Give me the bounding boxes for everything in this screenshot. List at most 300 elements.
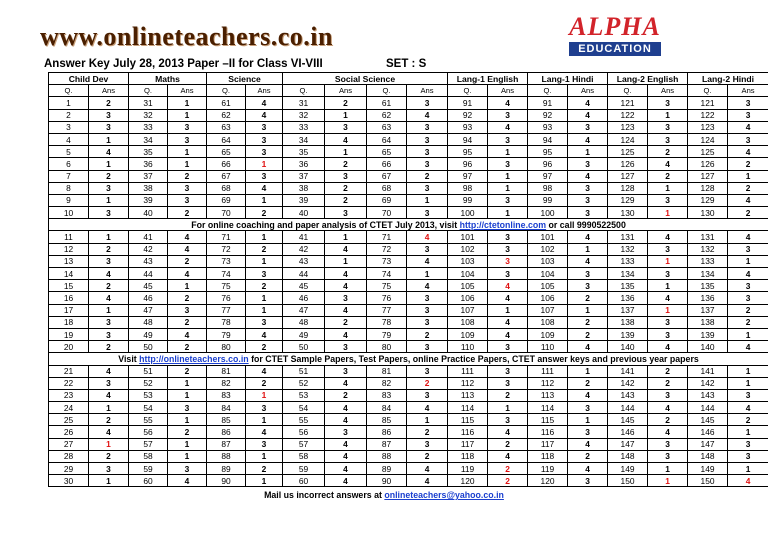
answer-cell: 4: [488, 280, 528, 292]
answer-cell: 4: [488, 450, 528, 462]
answer-cell: 3: [89, 377, 129, 389]
answer-cell: 3: [89, 463, 129, 475]
answer-cell: 2: [168, 292, 207, 304]
answer-cell: 4: [168, 268, 207, 280]
question-cell: 97: [528, 170, 568, 182]
answer-cell: 4: [89, 389, 129, 401]
question-cell: 53: [283, 389, 325, 401]
answer-cell: 1: [488, 402, 528, 414]
answer-cell: 3: [325, 426, 367, 438]
question-cell: 24: [49, 402, 89, 414]
question-cell: 99: [448, 194, 488, 206]
answer-cell: 1: [568, 414, 608, 426]
q-column-header: Q.: [608, 85, 648, 97]
logo-alpha-text: ALPHA: [569, 12, 661, 41]
question-cell: 124: [688, 133, 728, 145]
answer-cell: 3: [89, 255, 129, 267]
question-cell: 66: [367, 158, 407, 170]
question-cell: 25: [49, 414, 89, 426]
answer-cell: 3: [168, 133, 207, 145]
answer-cell: 4: [407, 255, 448, 267]
question-cell: 145: [688, 414, 728, 426]
answer-cell: 1: [246, 450, 283, 462]
question-cell: 122: [608, 109, 648, 121]
question-cell: 36: [129, 158, 168, 170]
answer-cell: 1: [488, 207, 528, 219]
question-cell: 108: [528, 316, 568, 328]
answer-cell: 3: [407, 341, 448, 353]
answer-cell: 4: [325, 463, 367, 475]
question-cell: 109: [448, 328, 488, 340]
answer-cell: 3: [648, 328, 688, 340]
answer-cell: 1: [325, 255, 367, 267]
answer-cell: 4: [89, 292, 129, 304]
question-cell: 96: [528, 158, 568, 170]
question-cell: 119: [448, 463, 488, 475]
answer-cell: 4: [325, 438, 367, 450]
answer-cell: 3: [407, 97, 448, 109]
question-cell: 74: [207, 268, 246, 280]
question-cell: 83: [367, 389, 407, 401]
question-cell: 64: [207, 133, 246, 145]
answer-cell: 1: [89, 402, 129, 414]
question-cell: 110: [528, 341, 568, 353]
question-cell: 85: [207, 414, 246, 426]
table-row: [49, 341, 768, 353]
answer-cell: 1: [407, 268, 448, 280]
question-cell: 128: [688, 182, 728, 194]
question-cell: 68: [207, 182, 246, 194]
answer-cell: 3: [246, 170, 283, 182]
question-cell: 95: [528, 146, 568, 158]
answer-cell: 3: [648, 450, 688, 462]
answer-cell: 1: [168, 158, 207, 170]
answer-cell: 3: [488, 231, 528, 243]
question-cell: 144: [688, 402, 728, 414]
answer-cell: 4: [407, 463, 448, 475]
answer-cell: 4: [648, 402, 688, 414]
question-cell: 136: [688, 292, 728, 304]
question-cell: 35: [283, 146, 325, 158]
answer-cell: 1: [325, 231, 367, 243]
answer-cell: 2: [568, 450, 608, 462]
question-cell: 139: [688, 328, 728, 340]
ans-column-header: Ans: [407, 85, 448, 97]
question-cell: 103: [528, 255, 568, 267]
answer-cell: 1: [648, 304, 688, 316]
question-cell: 60: [283, 475, 325, 487]
answer-cell: 3: [89, 121, 129, 133]
answer-cell: 2: [325, 389, 367, 401]
answer-cell: 3: [728, 450, 768, 462]
answer-cell: 1: [168, 97, 207, 109]
answer-cell: 1: [89, 133, 129, 145]
question-cell: 124: [608, 133, 648, 145]
question-cell: 43: [283, 255, 325, 267]
question-cell: 144: [608, 402, 648, 414]
question-cell: 5: [49, 146, 89, 158]
answer-cell: 4: [728, 121, 768, 133]
question-cell: 49: [283, 328, 325, 340]
answer-cell: 4: [246, 426, 283, 438]
section-header: Lang-1 English: [448, 73, 528, 85]
answer-cell: 4: [568, 389, 608, 401]
question-cell: 111: [528, 365, 568, 377]
question-cell: 87: [367, 438, 407, 450]
answer-cell: 3: [407, 243, 448, 255]
question-cell: 146: [688, 426, 728, 438]
question-cell: 139: [608, 328, 648, 340]
question-cell: 126: [688, 158, 728, 170]
answer-cell: 2: [407, 450, 448, 462]
answer-cell: 3: [168, 304, 207, 316]
question-cell: 143: [688, 389, 728, 401]
question-cell: 82: [367, 377, 407, 389]
question-cell: 59: [283, 463, 325, 475]
question-cell: 138: [608, 316, 648, 328]
banner-text: or call 9990522500: [546, 219, 626, 230]
answer-cell: 1: [728, 377, 768, 389]
question-cell: 117: [528, 438, 568, 450]
question-cell: 9: [49, 194, 89, 206]
question-cell: 135: [688, 280, 728, 292]
ans-column-header: Ans: [648, 85, 688, 97]
answer-cell: 1: [89, 158, 129, 170]
question-cell: 116: [528, 426, 568, 438]
question-cell: 58: [129, 450, 168, 462]
answer-cell: 3: [325, 292, 367, 304]
answer-cell: 1: [648, 255, 688, 267]
answer-cell: 4: [325, 304, 367, 316]
question-cell: 35: [129, 146, 168, 158]
question-cell: 115: [528, 414, 568, 426]
question-cell: 150: [688, 475, 728, 487]
question-cell: 26: [49, 426, 89, 438]
question-cell: 38: [283, 182, 325, 194]
answer-cell: 2: [488, 389, 528, 401]
answer-cell: 1: [89, 194, 129, 206]
question-cell: 118: [528, 450, 568, 462]
section-header: Lang-1 Hindi: [528, 73, 608, 85]
q-column-header: Q.: [448, 85, 488, 97]
question-cell: 131: [688, 231, 728, 243]
table-row: [49, 243, 768, 255]
answer-cell: 4: [168, 231, 207, 243]
question-cell: 137: [608, 304, 648, 316]
question-cell: 118: [448, 450, 488, 462]
question-cell: 80: [207, 341, 246, 353]
ans-column-header: Ans: [168, 85, 207, 97]
answer-cell: 3: [568, 207, 608, 219]
question-cell: 113: [528, 389, 568, 401]
answer-cell: 4: [407, 475, 448, 487]
question-cell: 145: [608, 414, 648, 426]
question-cell: 71: [367, 231, 407, 243]
answer-cell: 3: [648, 243, 688, 255]
answer-cell: 1: [648, 182, 688, 194]
question-cell: 132: [608, 243, 648, 255]
answer-cell: 2: [168, 255, 207, 267]
answer-cell: 1: [168, 414, 207, 426]
answer-cell: 4: [648, 292, 688, 304]
answer-cell: 2: [728, 316, 768, 328]
question-cell: 43: [129, 255, 168, 267]
question-cell: 65: [207, 146, 246, 158]
table-row: [49, 475, 768, 487]
question-cell: 123: [688, 121, 728, 133]
answer-cell: 2: [648, 365, 688, 377]
question-cell: 141: [688, 365, 728, 377]
q-column-header: Q.: [129, 85, 168, 97]
question-cell: 12: [49, 243, 89, 255]
question-cell: 86: [207, 426, 246, 438]
answer-cell: 1: [89, 475, 129, 487]
question-cell: 62: [207, 109, 246, 121]
question-cell: 134: [608, 268, 648, 280]
answer-cell: 2: [648, 414, 688, 426]
question-cell: 84: [207, 402, 246, 414]
answer-cell: 1: [246, 389, 283, 401]
question-cell: 28: [49, 450, 89, 462]
answer-cell: 3: [488, 268, 528, 280]
answer-cell: 1: [246, 194, 283, 206]
ans-column-header: Ans: [488, 85, 528, 97]
question-cell: 102: [448, 243, 488, 255]
answer-cell: 4: [168, 243, 207, 255]
question-cell: 69: [367, 194, 407, 206]
footer-email-link[interactable]: onlineteachers@yahoo.co.in: [384, 490, 504, 500]
question-cell: 129: [608, 194, 648, 206]
answer-cell: 3: [246, 121, 283, 133]
answer-cell: 3: [728, 292, 768, 304]
answer-cell: 1: [246, 414, 283, 426]
question-cell: 142: [688, 377, 728, 389]
table-row: [49, 97, 768, 109]
answer-cell: 3: [168, 182, 207, 194]
question-cell: 15: [49, 280, 89, 292]
answer-cell: 4: [325, 414, 367, 426]
q-column-header: Q.: [207, 85, 246, 97]
coaching-banner-row: [49, 219, 768, 231]
question-cell: 94: [528, 133, 568, 145]
question-cell: 89: [367, 463, 407, 475]
answer-cell: 3: [246, 438, 283, 450]
question-cell: 58: [283, 450, 325, 462]
question-cell: 11: [49, 231, 89, 243]
question-cell: 81: [207, 365, 246, 377]
answer-cell: 1: [168, 109, 207, 121]
question-cell: 6: [49, 158, 89, 170]
answer-cell: 2: [488, 475, 528, 487]
question-cell: 92: [528, 109, 568, 121]
question-cell: 119: [528, 463, 568, 475]
question-cell: 121: [608, 97, 648, 109]
answer-cell: 4: [648, 426, 688, 438]
question-cell: 103: [448, 255, 488, 267]
question-cell: 67: [207, 170, 246, 182]
answer-cell: 3: [325, 341, 367, 353]
table-row: [49, 207, 768, 219]
answer-cell: 3: [488, 194, 528, 206]
question-cell: 70: [207, 207, 246, 219]
answer-cell: 3: [89, 109, 129, 121]
answer-cell: 4: [728, 231, 768, 243]
answer-cell: 3: [728, 133, 768, 145]
answer-cell: 3: [648, 194, 688, 206]
answer-cell: 4: [325, 280, 367, 292]
table-row: [49, 426, 768, 438]
answer-cell: 3: [568, 194, 608, 206]
answer-cell: 4: [325, 475, 367, 487]
answer-cell: 1: [728, 170, 768, 182]
question-cell: 71: [207, 231, 246, 243]
answer-cell: 3: [407, 365, 448, 377]
question-cell: 40: [283, 207, 325, 219]
question-cell: 76: [207, 292, 246, 304]
answer-cell: 2: [407, 426, 448, 438]
question-cell: 53: [129, 389, 168, 401]
question-cell: 8: [49, 182, 89, 194]
question-cell: 122: [688, 109, 728, 121]
visit-banner-row: [49, 353, 768, 365]
answer-cell: 3: [648, 438, 688, 450]
answer-key-table: [48, 72, 768, 487]
question-cell: 131: [608, 231, 648, 243]
answer-cell: 1: [246, 231, 283, 243]
question-cell: 63: [207, 121, 246, 133]
answer-cell: 3: [168, 194, 207, 206]
banner-link[interactable]: http://ctetonline.com: [459, 219, 547, 230]
answer-cell: 1: [246, 304, 283, 316]
answer-cell: 4: [488, 121, 528, 133]
answer-cell: 2: [89, 280, 129, 292]
question-cell: 33: [129, 121, 168, 133]
answer-cell: 3: [246, 133, 283, 145]
answer-cell: 2: [488, 463, 528, 475]
answer-cell: 3: [728, 438, 768, 450]
answer-cell: 2: [246, 341, 283, 353]
answer-cell: 3: [648, 316, 688, 328]
question-cell: 17: [49, 304, 89, 316]
table-row: [49, 328, 768, 340]
answer-cell: 1: [246, 292, 283, 304]
answer-cell: 2: [89, 341, 129, 353]
answer-cell: 3: [407, 438, 448, 450]
question-cell: 87: [207, 438, 246, 450]
question-cell: 99: [528, 194, 568, 206]
question-cell: 93: [528, 121, 568, 133]
question-cell: 150: [608, 475, 648, 487]
page-title: Answer Key July 28, 2013 Paper –II for Class VI-VIII: [44, 58, 323, 70]
question-cell: 52: [129, 377, 168, 389]
table-row: [49, 438, 768, 450]
answer-cell: 3: [89, 182, 129, 194]
answer-cell: 4: [246, 328, 283, 340]
question-cell: 19: [49, 328, 89, 340]
question-cell: 22: [49, 377, 89, 389]
question-cell: 93: [448, 121, 488, 133]
question-cell: 42: [283, 243, 325, 255]
page-header: [0, 0, 768, 60]
question-cell: 127: [608, 170, 648, 182]
question-cell: 14: [49, 268, 89, 280]
answer-cell: 2: [568, 328, 608, 340]
answer-cell: 3: [89, 207, 129, 219]
answer-cell: 3: [246, 268, 283, 280]
question-cell: 1: [49, 97, 89, 109]
answer-cell: 3: [246, 402, 283, 414]
answer-cell: 3: [568, 475, 608, 487]
answer-cell: 4: [325, 328, 367, 340]
question-cell: 33: [283, 121, 325, 133]
answer-cell: 2: [89, 450, 129, 462]
answer-cell: 4: [568, 97, 608, 109]
answer-cell: 1: [728, 426, 768, 438]
question-cell: 117: [448, 438, 488, 450]
question-cell: 107: [528, 304, 568, 316]
question-cell: 86: [367, 426, 407, 438]
answer-cell: 2: [325, 182, 367, 194]
answer-cell: 4: [407, 402, 448, 414]
question-cell: 148: [608, 450, 648, 462]
answer-cell: 3: [168, 402, 207, 414]
question-cell: 72: [207, 243, 246, 255]
question-cell: 120: [528, 475, 568, 487]
q-column-header: Q.: [49, 85, 89, 97]
question-cell: 137: [688, 304, 728, 316]
answer-cell: 1: [407, 414, 448, 426]
answer-cell: 1: [488, 170, 528, 182]
answer-cell: 3: [89, 328, 129, 340]
site-banner[interactable]: www.onlineteachers.co.in: [40, 22, 333, 51]
answer-cell: 2: [246, 280, 283, 292]
question-cell: 47: [129, 304, 168, 316]
answer-cell: 4: [89, 146, 129, 158]
question-cell: 60: [129, 475, 168, 487]
question-cell: 91: [448, 97, 488, 109]
answer-cell: 1: [568, 304, 608, 316]
answer-cell: 4: [648, 158, 688, 170]
answer-cell: 4: [568, 438, 608, 450]
question-cell: 79: [207, 328, 246, 340]
question-cell: 149: [688, 463, 728, 475]
question-cell: 142: [608, 377, 648, 389]
answer-cell: 1: [728, 328, 768, 340]
question-cell: 92: [448, 109, 488, 121]
question-cell: 46: [129, 292, 168, 304]
question-cell: 67: [367, 170, 407, 182]
question-cell: 20: [49, 341, 89, 353]
question-cell: 75: [367, 280, 407, 292]
answer-cell: 1: [89, 304, 129, 316]
question-cell: 49: [129, 328, 168, 340]
answer-cell: 3: [407, 182, 448, 194]
answer-cell: 4: [407, 109, 448, 121]
question-cell: 74: [367, 268, 407, 280]
answer-cell: 2: [325, 194, 367, 206]
question-cell: 112: [528, 377, 568, 389]
question-cell: 121: [688, 97, 728, 109]
section-header: Maths: [129, 73, 207, 85]
question-cell: 31: [283, 97, 325, 109]
question-cell: 59: [129, 463, 168, 475]
answer-cell: 4: [168, 328, 207, 340]
set-label: SET : S: [386, 58, 427, 70]
answer-cell: 4: [568, 170, 608, 182]
banner-link[interactable]: http://onlineteachers.co.in: [139, 353, 249, 364]
question-cell: 48: [283, 316, 325, 328]
ans-column-header: Ans: [325, 85, 367, 97]
